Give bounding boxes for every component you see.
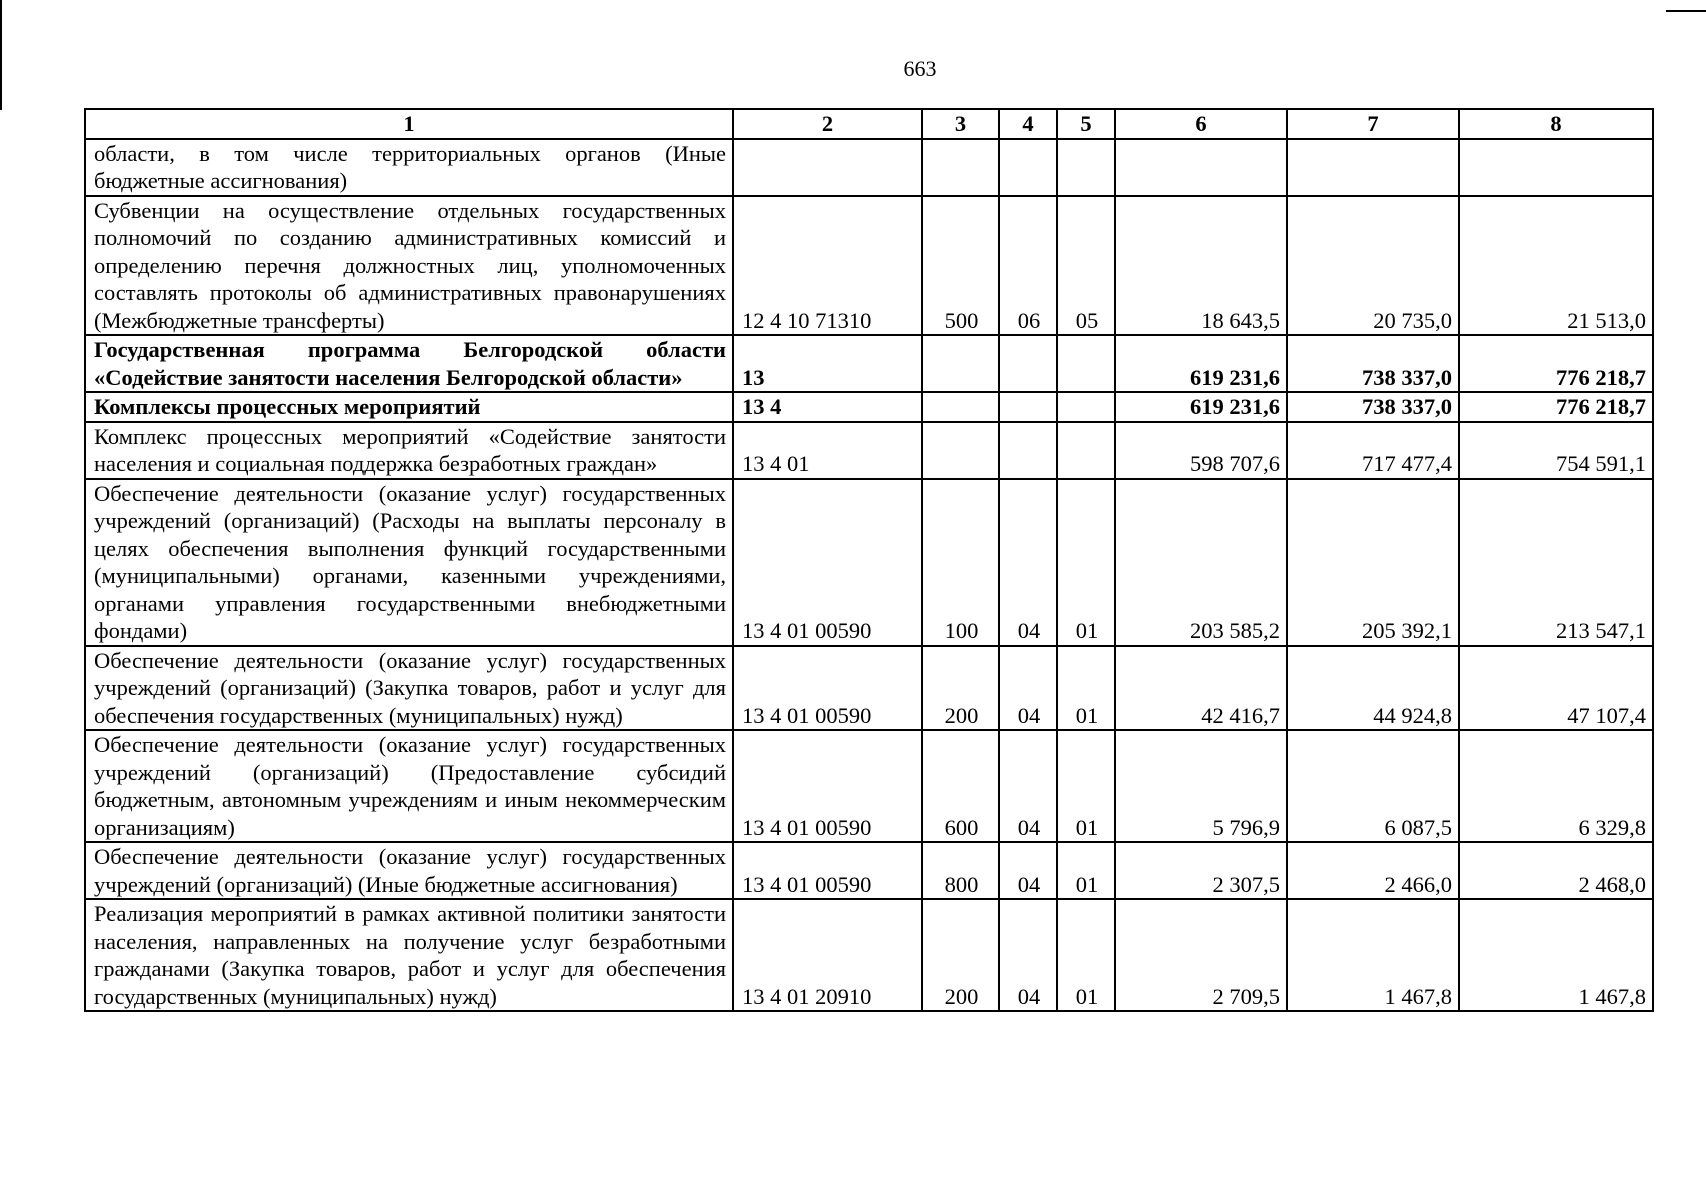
row-name: Обеспечение деятельности (оказание услуг) государственных учреждений (организаций) (Иные бюджетные ассигнования) — [85, 842, 733, 899]
row-name: Обеспечение деятельности (оказание услуг) государственных учреждений (организаций) (Расходы на выплаты персоналу в целях обеспечения выполнения функций государственными (муниципальными) органами, казенными учреждениями, органами управления государственными внебюджетными фондами) — [85, 479, 733, 646]
row-code — [733, 139, 922, 196]
row-subsection — [1057, 422, 1115, 479]
row-section: 04 — [999, 899, 1057, 1011]
header-col-1: 1 — [85, 109, 733, 139]
row-value-col7: 6 087,5 — [1287, 730, 1459, 842]
row-section — [999, 392, 1057, 422]
row-value-col7: 20 735,0 — [1287, 196, 1459, 336]
row-code: 13 4 01 — [733, 422, 922, 479]
row-name: Субвенции на осуществление отдельных государственных полномочий по созданию административных комиссий и определению перечня должностных лиц, уполномоченных составлять протоколы об административных правонарушениях (Межбюджетные трансферты) — [85, 196, 733, 336]
row-subsection — [1057, 335, 1115, 392]
table-header — [85, 109, 1653, 139]
table-body — [85, 139, 1653, 1012]
row-expense-type: 200 — [922, 646, 999, 731]
row-section — [999, 139, 1057, 196]
row-section: 04 — [999, 730, 1057, 842]
header-col-8: 8 — [1459, 109, 1653, 139]
row-expense-type: 800 — [922, 842, 999, 899]
row-code: 13 4 01 00590 — [733, 730, 922, 842]
row-expense-type — [922, 335, 999, 392]
row-value-col7: 738 337,0 — [1287, 392, 1459, 422]
row-section: 04 — [999, 479, 1057, 646]
row-name: Реализация мероприятий в рамках активной политики занятости населения, направленных на получение услуг безработными гражданами (Закупка товаров, работ и услуг для обеспечения государственных (муниципальных) нужд) — [85, 899, 733, 1011]
row-name: Комплекс процессных мероприятий «Содействие занятости населения и социальная поддержка безработных граждан» — [85, 422, 733, 479]
table-row — [85, 646, 1653, 731]
row-section: 06 — [999, 196, 1057, 336]
row-section — [999, 422, 1057, 479]
header-col-2: 2 — [733, 109, 922, 139]
row-value-col6: 2 709,5 — [1115, 899, 1287, 1011]
row-value-col8: 1 467,8 — [1459, 899, 1653, 1011]
row-value-col6: 203 585,2 — [1115, 479, 1287, 646]
row-subsection: 01 — [1057, 479, 1115, 646]
row-section: 04 — [999, 646, 1057, 731]
row-value-col8: 776 218,7 — [1459, 335, 1653, 392]
row-value-col7 — [1287, 139, 1459, 196]
table-row — [85, 899, 1653, 1011]
row-expense-type: 500 — [922, 196, 999, 336]
row-name: Обеспечение деятельности (оказание услуг) государственных учреждений (организаций) (Закупка товаров, работ и услуг для обеспечения государственных (муниципальных) нужд) — [85, 646, 733, 731]
row-section: 04 — [999, 842, 1057, 899]
row-value-col6: 619 231,6 — [1115, 392, 1287, 422]
row-value-col8: 2 468,0 — [1459, 842, 1653, 899]
row-value-col8: 21 513,0 — [1459, 196, 1653, 336]
row-code: 13 4 01 00590 — [733, 479, 922, 646]
row-name: Государственная программа Белгородской области «Содействие занятости населения Белгородской области» — [85, 335, 733, 392]
row-subsection: 01 — [1057, 842, 1115, 899]
header-col-4: 4 — [999, 109, 1057, 139]
row-value-col6: 42 416,7 — [1115, 646, 1287, 731]
header-col-6: 6 — [1115, 109, 1287, 139]
row-value-col6: 598 707,6 — [1115, 422, 1287, 479]
row-code: 13 4 01 00590 — [733, 842, 922, 899]
scan-edge-left — [0, 0, 2, 110]
row-value-col8: 47 107,4 — [1459, 646, 1653, 731]
row-expense-type: 200 — [922, 899, 999, 1011]
row-expense-type — [922, 422, 999, 479]
row-value-col7: 1 467,8 — [1287, 899, 1459, 1011]
row-expense-type: 100 — [922, 479, 999, 646]
row-subsection: 05 — [1057, 196, 1115, 336]
row-code: 13 4 01 00590 — [733, 646, 922, 731]
table-row — [85, 479, 1653, 646]
table-row — [85, 730, 1653, 842]
row-value-col7: 738 337,0 — [1287, 335, 1459, 392]
row-expense-type — [922, 139, 999, 196]
row-code: 13 4 01 20910 — [733, 899, 922, 1011]
row-value-col8: 754 591,1 — [1459, 422, 1653, 479]
row-expense-type: 600 — [922, 730, 999, 842]
row-subsection: 01 — [1057, 899, 1115, 1011]
row-name: области, в том числе территориальных органов (Иные бюджетные ассигнования) — [85, 139, 733, 196]
header-col-7: 7 — [1287, 109, 1459, 139]
table-row — [85, 422, 1653, 479]
scan-edge-top-right — [1666, 10, 1706, 12]
row-value-col7: 44 924,8 — [1287, 646, 1459, 731]
row-value-col8: 6 329,8 — [1459, 730, 1653, 842]
table-row — [85, 335, 1653, 392]
budget-table — [84, 108, 1654, 1012]
row-value-col6: 2 307,5 — [1115, 842, 1287, 899]
header-col-3: 3 — [922, 109, 999, 139]
row-name: Комплексы процессных мероприятий — [85, 392, 733, 422]
header-col-5: 5 — [1057, 109, 1115, 139]
row-value-col6: 5 796,9 — [1115, 730, 1287, 842]
row-value-col8: 776 218,7 — [1459, 392, 1653, 422]
row-value-col7: 717 477,4 — [1287, 422, 1459, 479]
table-row — [85, 842, 1653, 899]
header-row — [85, 109, 1653, 139]
row-expense-type — [922, 392, 999, 422]
row-code: 13 4 — [733, 392, 922, 422]
row-value-col8 — [1459, 139, 1653, 196]
row-value-col7: 205 392,1 — [1287, 479, 1459, 646]
row-code: 13 — [733, 335, 922, 392]
row-subsection: 01 — [1057, 730, 1115, 842]
row-code: 12 4 10 71310 — [733, 196, 922, 336]
page-number: 663 — [903, 56, 937, 81]
row-value-col6 — [1115, 139, 1287, 196]
row-subsection — [1057, 139, 1115, 196]
row-value-col7: 2 466,0 — [1287, 842, 1459, 899]
row-value-col6: 18 643,5 — [1115, 196, 1287, 336]
row-name: Обеспечение деятельности (оказание услуг) государственных учреждений (организаций) (Предоставление субсидий бюджетным, автономным учреждениям и иным некоммерческим организациям) — [85, 730, 733, 842]
table-row — [85, 392, 1653, 422]
row-value-col6: 619 231,6 — [1115, 335, 1287, 392]
table-row — [85, 139, 1653, 196]
row-subsection — [1057, 392, 1115, 422]
row-subsection: 01 — [1057, 646, 1115, 731]
row-section — [999, 335, 1057, 392]
table-row — [85, 196, 1653, 336]
row-value-col8: 213 547,1 — [1459, 479, 1653, 646]
